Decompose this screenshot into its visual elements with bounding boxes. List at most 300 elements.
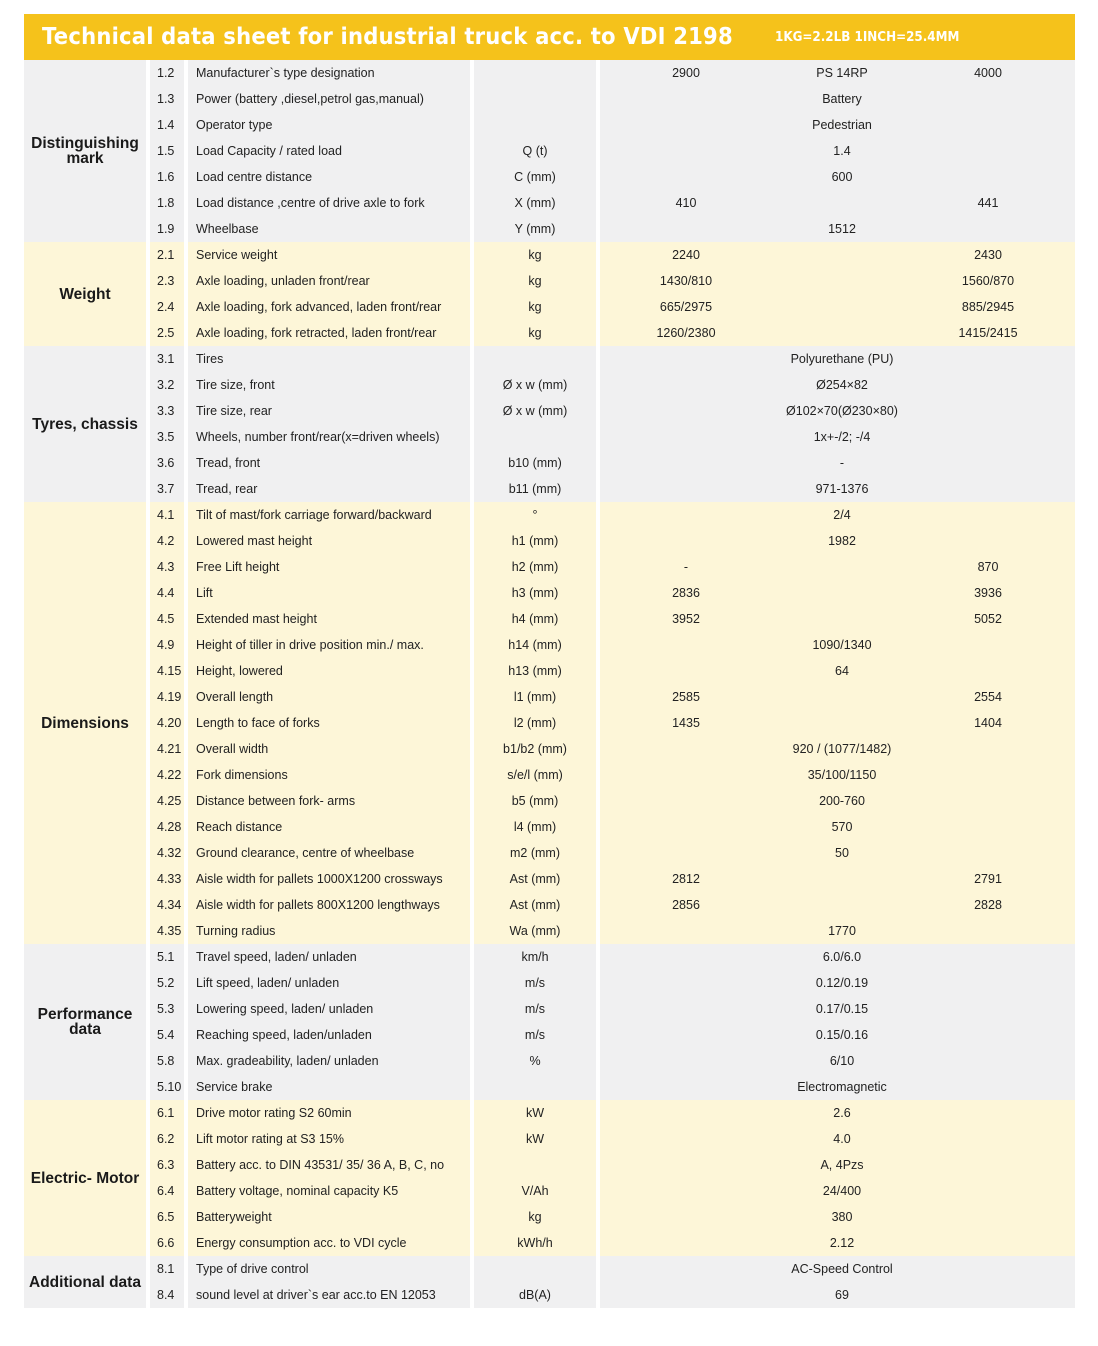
table-row bbox=[150, 996, 1075, 1022]
value-4000-model: 1415/2415 bbox=[958, 326, 1018, 340]
row-values bbox=[600, 840, 1075, 866]
value-4000-model: 2828 bbox=[974, 898, 1002, 912]
row-unit: m/s bbox=[474, 996, 600, 1022]
row-values bbox=[600, 138, 1075, 164]
row-values bbox=[600, 528, 1075, 554]
value-shared: 1770 bbox=[828, 924, 856, 938]
row-number: 8.4 bbox=[150, 1282, 188, 1308]
section bbox=[24, 346, 1075, 502]
row-unit bbox=[474, 424, 600, 450]
row-values bbox=[600, 320, 1075, 346]
value-2900-model: 2900 bbox=[672, 66, 700, 80]
row-description: Tilt of mast/fork carriage forward/backward bbox=[188, 502, 474, 528]
row-number: 4.5 bbox=[150, 606, 188, 632]
section-group-label: Electric- Motor bbox=[24, 1100, 150, 1256]
row-unit: m/s bbox=[474, 970, 600, 996]
row-unit: h3 (mm) bbox=[474, 580, 600, 606]
table-row bbox=[150, 840, 1075, 866]
row-values bbox=[600, 1022, 1075, 1048]
row-number: 8.1 bbox=[150, 1256, 188, 1282]
row-description: Ground clearance, centre of wheelbase bbox=[188, 840, 474, 866]
row-number: 6.4 bbox=[150, 1178, 188, 1204]
row-number: 3.5 bbox=[150, 424, 188, 450]
row-number: 3.6 bbox=[150, 450, 188, 476]
row-description: Aisle width for pallets 800X1200 lengthways bbox=[188, 892, 474, 918]
row-number: 6.2 bbox=[150, 1126, 188, 1152]
table-row bbox=[150, 138, 1075, 164]
value-shared: 600 bbox=[831, 170, 853, 184]
sheet-title: Technical data sheet for industrial truck acc. to VDI 2198 bbox=[42, 24, 733, 50]
value-4000-model: 441 bbox=[977, 196, 999, 210]
row-values bbox=[600, 294, 1075, 320]
row-description: Length to face of forks bbox=[188, 710, 474, 736]
row-description: Load Capacity / rated load bbox=[188, 138, 474, 164]
value-shared: Pedestrian bbox=[812, 118, 872, 132]
row-description: sound level at driver`s ear acc.to EN 12053 bbox=[188, 1282, 474, 1308]
row-unit: kW bbox=[474, 1126, 600, 1152]
value-2900-model: - bbox=[683, 560, 689, 574]
row-description: Reaching speed, laden/unladen bbox=[188, 1022, 474, 1048]
row-description: Operator type bbox=[188, 112, 474, 138]
row-values bbox=[600, 814, 1075, 840]
data-sheet bbox=[24, 14, 1075, 1308]
row-number: 2.4 bbox=[150, 294, 188, 320]
value-2900-model: 2585 bbox=[672, 690, 700, 704]
row-unit: kg bbox=[474, 268, 600, 294]
row-number: 1.9 bbox=[150, 216, 188, 242]
row-number: 4.21 bbox=[150, 736, 188, 762]
section-group-label: Tyres, chassis bbox=[24, 346, 150, 502]
row-unit bbox=[474, 1074, 600, 1100]
row-values bbox=[600, 1048, 1075, 1074]
row-description: Axle loading, fork advanced, laden front/rear bbox=[188, 294, 474, 320]
row-unit: Ø x w (mm) bbox=[474, 372, 600, 398]
row-values bbox=[600, 190, 1075, 216]
row-values bbox=[600, 1074, 1075, 1100]
value-shared: 1090/1340 bbox=[812, 638, 872, 652]
row-values bbox=[600, 658, 1075, 684]
row-unit: kg bbox=[474, 1204, 600, 1230]
section bbox=[24, 1256, 1075, 1308]
value-shared: 380 bbox=[831, 1210, 853, 1224]
table-row bbox=[150, 788, 1075, 814]
value-4000-model: 5052 bbox=[974, 612, 1002, 626]
row-description: Tire size, front bbox=[188, 372, 474, 398]
row-unit: Y (mm) bbox=[474, 216, 600, 242]
row-values bbox=[600, 632, 1075, 658]
value-2900-model: 2836 bbox=[672, 586, 700, 600]
value-shared: 4.0 bbox=[833, 1132, 851, 1146]
row-number: 4.28 bbox=[150, 814, 188, 840]
section bbox=[24, 944, 1075, 1100]
value-4000-model: 4000 bbox=[974, 66, 1002, 80]
section-group-label: Weight bbox=[24, 242, 150, 346]
row-unit: Wa (mm) bbox=[474, 918, 600, 944]
table-row bbox=[150, 814, 1075, 840]
row-values bbox=[600, 164, 1075, 190]
row-unit: C (mm) bbox=[474, 164, 600, 190]
row-unit: l4 (mm) bbox=[474, 814, 600, 840]
row-number: 5.1 bbox=[150, 944, 188, 970]
value-2900-model: 3952 bbox=[672, 612, 700, 626]
section-group-label: Dimensions bbox=[24, 502, 150, 944]
value-2900-model: 665/2975 bbox=[659, 300, 713, 314]
value-shared: Ø102×70(Ø230×80) bbox=[786, 404, 898, 418]
value-shared: A, 4Pzs bbox=[820, 1158, 864, 1172]
row-unit: % bbox=[474, 1048, 600, 1074]
row-description: Axle loading, fork retracted, laden front/rear bbox=[188, 320, 474, 346]
section-rows bbox=[150, 60, 1075, 242]
row-values bbox=[600, 86, 1075, 112]
value-2900-model: 1260/2380 bbox=[656, 326, 716, 340]
table-row bbox=[150, 606, 1075, 632]
row-values bbox=[600, 918, 1075, 944]
value-shared: 1x+-/2; -/4 bbox=[813, 430, 871, 444]
row-unit: h1 (mm) bbox=[474, 528, 600, 554]
row-description: Tread, front bbox=[188, 450, 474, 476]
row-description: Height of tiller in drive position min./ max. bbox=[188, 632, 474, 658]
row-unit: Ast (mm) bbox=[474, 866, 600, 892]
value-2900-model: 2812 bbox=[672, 872, 700, 886]
row-description: Wheels, number front/rear(x=driven wheels) bbox=[188, 424, 474, 450]
row-values bbox=[600, 710, 1075, 736]
value-shared: 1.4 bbox=[833, 144, 851, 158]
value-shared: 50 bbox=[835, 846, 849, 860]
row-values bbox=[600, 736, 1075, 762]
row-number: 4.9 bbox=[150, 632, 188, 658]
table-row bbox=[150, 502, 1075, 528]
row-number: 6.3 bbox=[150, 1152, 188, 1178]
row-number: 2.1 bbox=[150, 242, 188, 268]
row-description: Load distance ,centre of drive axle to fork bbox=[188, 190, 474, 216]
value-shared: 2/4 bbox=[833, 508, 851, 522]
section-rows bbox=[150, 502, 1075, 944]
section-rows bbox=[150, 1100, 1075, 1256]
row-values bbox=[600, 1230, 1075, 1256]
row-number: 4.20 bbox=[150, 710, 188, 736]
row-unit bbox=[474, 112, 600, 138]
table-row bbox=[150, 1152, 1075, 1178]
row-unit: h14 (mm) bbox=[474, 632, 600, 658]
row-values bbox=[600, 1282, 1075, 1308]
value-2900-model: 1430/810 bbox=[659, 274, 713, 288]
row-unit: s/e/l (mm) bbox=[474, 762, 600, 788]
section-group-label: Performance data bbox=[24, 944, 150, 1100]
row-values bbox=[600, 606, 1075, 632]
value-4000-model: 2791 bbox=[974, 872, 1002, 886]
table-row bbox=[150, 528, 1075, 554]
value-shared: 69 bbox=[835, 1288, 849, 1302]
table-row bbox=[150, 918, 1075, 944]
table-row bbox=[150, 112, 1075, 138]
table-row bbox=[150, 372, 1075, 398]
row-number: 4.19 bbox=[150, 684, 188, 710]
row-values bbox=[600, 1100, 1075, 1126]
row-unit: b10 (mm) bbox=[474, 450, 600, 476]
row-unit bbox=[474, 86, 600, 112]
table-row bbox=[150, 944, 1075, 970]
row-number: 3.2 bbox=[150, 372, 188, 398]
table-row bbox=[150, 398, 1075, 424]
value-shared: 0.15/0.16 bbox=[815, 1028, 869, 1042]
value-shared: 971-1376 bbox=[815, 482, 869, 496]
row-values bbox=[600, 424, 1075, 450]
table-row bbox=[150, 632, 1075, 658]
row-values bbox=[600, 268, 1075, 294]
row-unit: X (mm) bbox=[474, 190, 600, 216]
row-description: Overall width bbox=[188, 736, 474, 762]
row-number: 4.1 bbox=[150, 502, 188, 528]
value-4000-model: 2430 bbox=[974, 248, 1002, 262]
row-description: Energy consumption acc. to VDI cycle bbox=[188, 1230, 474, 1256]
table-row bbox=[150, 346, 1075, 372]
row-description: Distance between fork- arms bbox=[188, 788, 474, 814]
row-values bbox=[600, 1126, 1075, 1152]
row-number: 6.6 bbox=[150, 1230, 188, 1256]
row-unit: h13 (mm) bbox=[474, 658, 600, 684]
row-unit: Ø x w (mm) bbox=[474, 398, 600, 424]
row-values bbox=[600, 372, 1075, 398]
table-row bbox=[150, 1074, 1075, 1100]
table-row bbox=[150, 1230, 1075, 1256]
table-row bbox=[150, 320, 1075, 346]
row-description: Lift motor rating at S3 15% bbox=[188, 1126, 474, 1152]
value-shared: Polyurethane (PU) bbox=[790, 352, 894, 366]
value-shared: 2.12 bbox=[829, 1236, 855, 1250]
row-values bbox=[600, 1256, 1075, 1282]
row-number: 5.2 bbox=[150, 970, 188, 996]
table-row bbox=[150, 710, 1075, 736]
row-unit: h4 (mm) bbox=[474, 606, 600, 632]
value-4000-model: 1560/870 bbox=[961, 274, 1015, 288]
row-unit: kg bbox=[474, 242, 600, 268]
row-values bbox=[600, 398, 1075, 424]
row-number: 3.1 bbox=[150, 346, 188, 372]
row-description: Axle loading, unladen front/rear bbox=[188, 268, 474, 294]
row-description: Battery acc. to DIN 43531/ 35/ 36 A, B, C, no bbox=[188, 1152, 474, 1178]
row-number: 4.25 bbox=[150, 788, 188, 814]
table-row bbox=[150, 1100, 1075, 1126]
value-shared: 570 bbox=[831, 820, 853, 834]
value-4000-model: 1404 bbox=[974, 716, 1002, 730]
sheet-header bbox=[24, 14, 1075, 60]
row-unit: b5 (mm) bbox=[474, 788, 600, 814]
row-values bbox=[600, 762, 1075, 788]
row-description: Service weight bbox=[188, 242, 474, 268]
row-number: 4.22 bbox=[150, 762, 188, 788]
row-description: Lowering speed, laden/ unladen bbox=[188, 996, 474, 1022]
row-number: 5.10 bbox=[150, 1074, 188, 1100]
row-number: 1.4 bbox=[150, 112, 188, 138]
row-description: Overall length bbox=[188, 684, 474, 710]
row-number: 4.32 bbox=[150, 840, 188, 866]
table-row bbox=[150, 216, 1075, 242]
section bbox=[24, 242, 1075, 346]
value-shared: 64 bbox=[835, 664, 849, 678]
table-row bbox=[150, 658, 1075, 684]
table-row bbox=[150, 1204, 1075, 1230]
row-unit: kW bbox=[474, 1100, 600, 1126]
table-row bbox=[150, 762, 1075, 788]
row-number: 6.1 bbox=[150, 1100, 188, 1126]
row-values bbox=[600, 1178, 1075, 1204]
table-row bbox=[150, 580, 1075, 606]
table-row bbox=[150, 1022, 1075, 1048]
row-unit: V/Ah bbox=[474, 1178, 600, 1204]
row-values bbox=[600, 60, 1075, 86]
row-values bbox=[600, 970, 1075, 996]
value-2900-model: 2240 bbox=[672, 248, 700, 262]
row-number: 4.35 bbox=[150, 918, 188, 944]
row-unit bbox=[474, 60, 600, 86]
table-row bbox=[150, 866, 1075, 892]
row-description: Height, lowered bbox=[188, 658, 474, 684]
row-number: 5.3 bbox=[150, 996, 188, 1022]
table-row bbox=[150, 424, 1075, 450]
table-row bbox=[150, 164, 1075, 190]
row-unit: l2 (mm) bbox=[474, 710, 600, 736]
row-values bbox=[600, 580, 1075, 606]
unit-conversion-note: 1KG=2.2LB 1INCH=25.4MM bbox=[774, 29, 960, 45]
row-number: 3.3 bbox=[150, 398, 188, 424]
row-description: Type of drive control bbox=[188, 1256, 474, 1282]
value-2900-model: 2856 bbox=[672, 898, 700, 912]
value-shared: 24/400 bbox=[822, 1184, 862, 1198]
row-number: 4.15 bbox=[150, 658, 188, 684]
row-number: 4.2 bbox=[150, 528, 188, 554]
row-unit bbox=[474, 1152, 600, 1178]
row-values bbox=[600, 788, 1075, 814]
table-row bbox=[150, 242, 1075, 268]
row-unit: m2 (mm) bbox=[474, 840, 600, 866]
table-row bbox=[150, 1048, 1075, 1074]
row-description: Load centre distance bbox=[188, 164, 474, 190]
row-number: 1.6 bbox=[150, 164, 188, 190]
value-shared: Ø254×82 bbox=[816, 378, 868, 392]
row-description: Tread, rear bbox=[188, 476, 474, 502]
row-description: Reach distance bbox=[188, 814, 474, 840]
value-shared: 920 / (1077/1482) bbox=[792, 742, 892, 756]
row-description: Travel speed, laden/ unladen bbox=[188, 944, 474, 970]
row-number: 1.3 bbox=[150, 86, 188, 112]
row-values bbox=[600, 944, 1075, 970]
table-row bbox=[150, 1256, 1075, 1282]
row-description: Tires bbox=[188, 346, 474, 372]
row-unit: b1/b2 (mm) bbox=[474, 736, 600, 762]
row-number: 4.4 bbox=[150, 580, 188, 606]
table-row bbox=[150, 450, 1075, 476]
row-description: Tire size, rear bbox=[188, 398, 474, 424]
row-number: 5.8 bbox=[150, 1048, 188, 1074]
value-4000-model: 885/2945 bbox=[961, 300, 1015, 314]
value-2900-model: 1435 bbox=[672, 716, 700, 730]
row-number: 4.34 bbox=[150, 892, 188, 918]
section bbox=[24, 60, 1075, 242]
row-number: 1.2 bbox=[150, 60, 188, 86]
row-description: Aisle width for pallets 1000X1200 crossways bbox=[188, 866, 474, 892]
row-number: 1.5 bbox=[150, 138, 188, 164]
row-description: Power (battery ,diesel,petrol gas,manual) bbox=[188, 86, 474, 112]
row-values bbox=[600, 892, 1075, 918]
row-values bbox=[600, 554, 1075, 580]
row-unit: kg bbox=[474, 294, 600, 320]
table-row bbox=[150, 892, 1075, 918]
row-number: 2.5 bbox=[150, 320, 188, 346]
row-unit bbox=[474, 346, 600, 372]
row-values bbox=[600, 1152, 1075, 1178]
section-rows bbox=[150, 346, 1075, 502]
value-shared: 0.12/0.19 bbox=[815, 976, 869, 990]
value-shared: 6/10 bbox=[829, 1054, 855, 1068]
row-values bbox=[600, 866, 1075, 892]
row-unit: l1 (mm) bbox=[474, 684, 600, 710]
row-description: Battery voltage, nominal capacity K5 bbox=[188, 1178, 474, 1204]
row-values bbox=[600, 346, 1075, 372]
row-unit: m/s bbox=[474, 1022, 600, 1048]
row-values bbox=[600, 216, 1075, 242]
table-row bbox=[150, 554, 1075, 580]
row-description: Max. gradeability, laden/ unladen bbox=[188, 1048, 474, 1074]
row-values bbox=[600, 450, 1075, 476]
value-shared: 35/100/1150 bbox=[807, 768, 877, 782]
row-description: Lift speed, laden/ unladen bbox=[188, 970, 474, 996]
value-shared: 1982 bbox=[828, 534, 856, 548]
row-description: Fork dimensions bbox=[188, 762, 474, 788]
section-group-label: Distinguishing mark bbox=[24, 60, 150, 242]
value-shared: 6.0/6.0 bbox=[822, 950, 862, 964]
row-description: Manufacturer`s type designation bbox=[188, 60, 474, 86]
table-row bbox=[150, 970, 1075, 996]
value-shared: 2.6 bbox=[833, 1106, 851, 1120]
row-number: 1.8 bbox=[150, 190, 188, 216]
table-row bbox=[150, 1282, 1075, 1308]
row-number: 2.3 bbox=[150, 268, 188, 294]
table-row bbox=[150, 736, 1075, 762]
section bbox=[24, 1100, 1075, 1256]
value-shared: Electromagnetic bbox=[797, 1080, 887, 1094]
row-values bbox=[600, 1204, 1075, 1230]
table-row bbox=[150, 1126, 1075, 1152]
row-unit: Q (t) bbox=[474, 138, 600, 164]
value-4000-model: 870 bbox=[977, 560, 999, 574]
row-description: Batteryweight bbox=[188, 1204, 474, 1230]
sheet-body bbox=[24, 60, 1075, 1308]
table-row bbox=[150, 294, 1075, 320]
value-2900-model: 410 bbox=[675, 196, 697, 210]
row-unit: km/h bbox=[474, 944, 600, 970]
row-values bbox=[600, 476, 1075, 502]
table-row bbox=[150, 1178, 1075, 1204]
table-row bbox=[150, 684, 1075, 710]
section-rows bbox=[150, 1256, 1075, 1308]
value-4000-model: 2554 bbox=[974, 690, 1002, 704]
section bbox=[24, 502, 1075, 944]
row-description: Free Lift height bbox=[188, 554, 474, 580]
value-shared: 0.17/0.15 bbox=[815, 1002, 869, 1016]
row-unit bbox=[474, 1256, 600, 1282]
row-values bbox=[600, 242, 1075, 268]
value-shared: Battery bbox=[822, 92, 862, 106]
table-row bbox=[150, 190, 1075, 216]
row-number: 5.4 bbox=[150, 1022, 188, 1048]
section-rows bbox=[150, 242, 1075, 346]
value-shared: 200-760 bbox=[819, 794, 865, 808]
row-unit: kg bbox=[474, 320, 600, 346]
row-number: 6.5 bbox=[150, 1204, 188, 1230]
table-row bbox=[150, 476, 1075, 502]
section-group-label: Additional data bbox=[24, 1256, 150, 1308]
row-number: 4.3 bbox=[150, 554, 188, 580]
